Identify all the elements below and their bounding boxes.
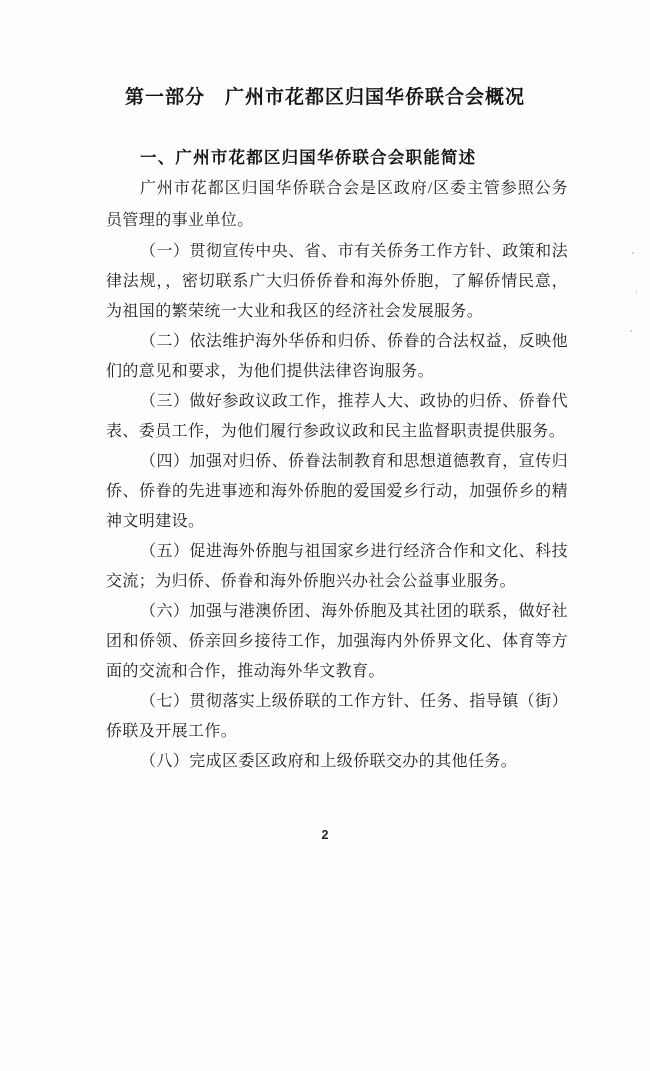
scan-artifact-speck (630, 330, 632, 332)
paragraph-item-7: （七）贯彻落实上级侨联的工作方针、任务、指导镇（街）侨联及开展工作。 (106, 693, 568, 740)
section-heading: 一、广州市花都区归国华侨联合会职能简述 (140, 148, 477, 167)
paragraph-item-1: （一）贯彻宣传中央、省、市有关侨务工作方针、政策和法律法规，，密切联系广大归侨侨眷和海外侨胞，了解侨情民意，为祖国的繁荣统一大业和我区的经济社会发展服务。 (106, 243, 568, 320)
scan-artifact-speck (632, 252, 634, 254)
paragraph-item-4: （四）加强对归侨、侨眷法制教育和思想道德教育，宣传归侨、侨眷的先进事迹和海外侨胞的爱国爱乡行动，加强侨乡的精神文明建设。 (106, 453, 568, 530)
paragraph-intro: 广州市花都区归国华侨联合会是区政府/区委主管参照公务员管理的事业单位。 (106, 180, 568, 229)
paragraph-item-8: （八）完成区委区政府和上级侨联交办的其他任务。 (140, 753, 518, 770)
document-title: 第一部分 广州市花都区归国华侨联合会概况 (124, 87, 525, 108)
paragraph-item-3: （三）做好参政议政工作，推荐人大、政协的归侨、侨眷代表、委员工作，为他们履行参政议政和民主监督职责提供服务。 (106, 393, 568, 440)
paragraph-item-6: （六）加强与港澳侨团、海外侨胞及其社团的联系，做好社团和侨领、侨亲回乡接待工作，加强海内外侨界文化、体育等方面的交流和合作，推动海外华文教育。 (106, 603, 568, 680)
paragraph-item-2: （二）依法维护海外华侨和归侨、侨眷的合法权益，反映他们的意见和要求，为他们提供法律咨询服务。 (106, 333, 568, 380)
scan-artifact-speck (636, 290, 637, 293)
page-number: 2 (321, 828, 329, 842)
paragraph-item-5: （五）促进海外侨胞与祖国家乡进行经济合作和文化、科技交流；为归侨、侨眷和海外侨胞兴办社会公益事业服务。 (106, 543, 568, 590)
document-body (106, 142, 568, 777)
